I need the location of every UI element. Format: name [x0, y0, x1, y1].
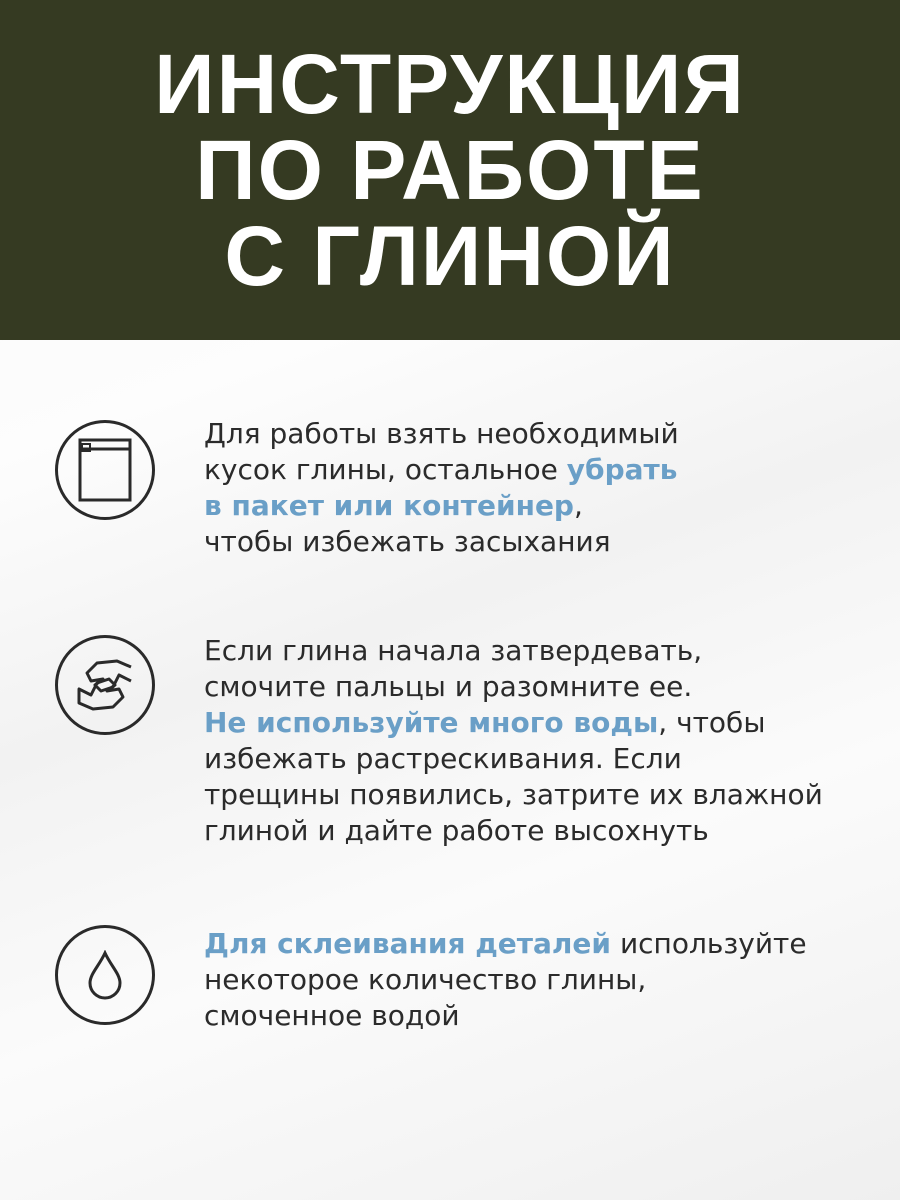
highlight: убрать	[566, 453, 678, 486]
text-line: Если глина начала затвердевать,	[204, 634, 703, 667]
text: , чтобы	[658, 706, 766, 739]
bag-icon	[55, 420, 155, 520]
title-line: ИНСТРУКЦИЯ	[154, 37, 746, 131]
text: ,	[573, 489, 583, 522]
title-line: С ГЛИНОЙ	[224, 209, 676, 303]
text-line: глиной и дайте работе высохнуть	[204, 814, 709, 847]
text-line: избежать растрескивания. Если	[204, 742, 682, 775]
text: кусок глины, остальное	[204, 453, 567, 486]
text-line: некоторое количество глины,	[204, 963, 647, 996]
hands-icon	[55, 635, 155, 735]
header	[0, 0, 900, 340]
text-line: смочите пальцы и разомните ее.	[204, 670, 693, 703]
water-drop-icon	[55, 925, 155, 1025]
highlight: Не используйте много воды	[204, 706, 659, 739]
text-line: смоченное водой	[204, 999, 460, 1032]
text-line: чтобы избежать засыхания	[204, 525, 611, 558]
title-line: ПО РАБОТЕ	[195, 123, 705, 217]
text-line: Для работы взять необходимый	[204, 417, 679, 450]
text-line: трещины появились, затрите их влажной	[204, 778, 823, 811]
highlight: в пакет или контейнер	[204, 489, 574, 522]
text: используйте	[611, 927, 807, 960]
highlight: Для склеивания деталей	[204, 927, 612, 960]
